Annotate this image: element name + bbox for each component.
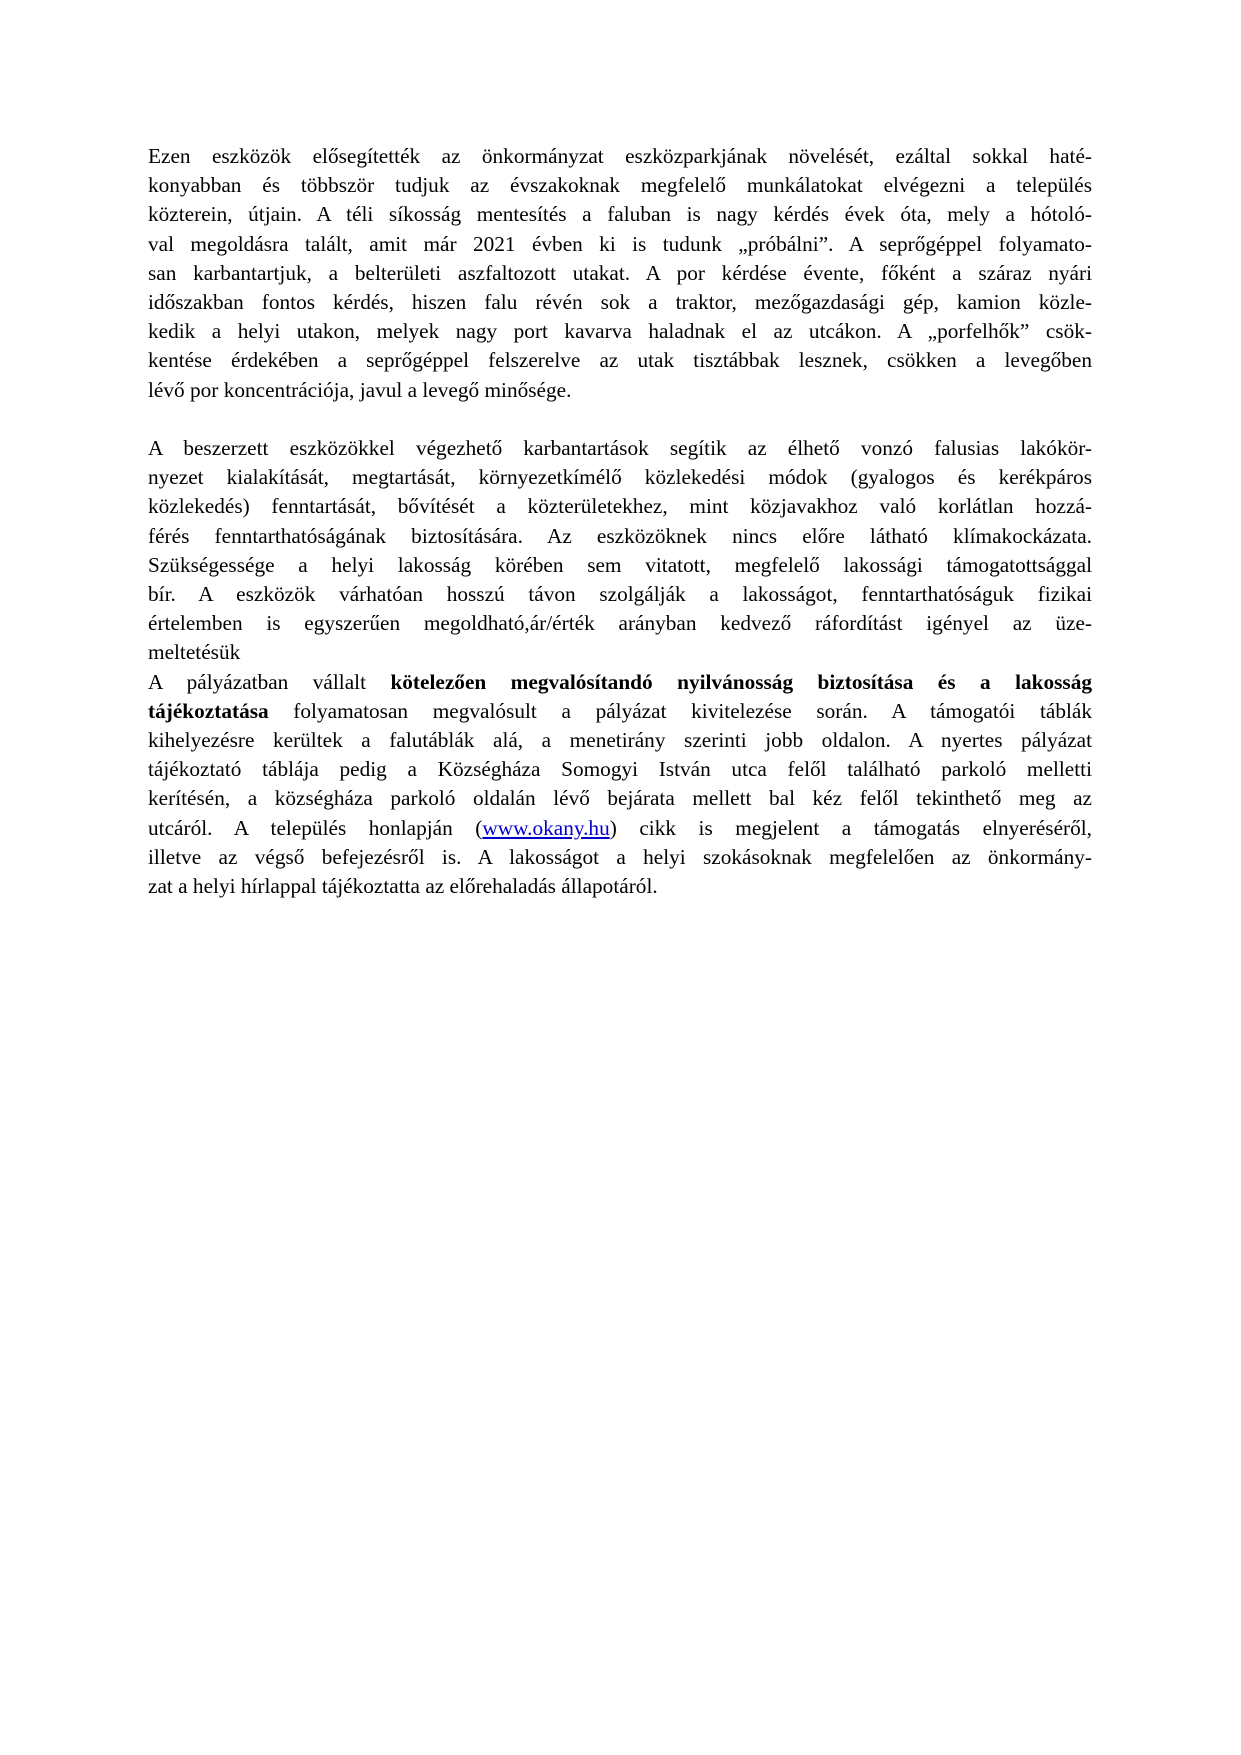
text-line <box>148 697 1092 726</box>
text-line: Szükségessége a helyi lakosság körében sem vitatott, megfelelő lakossági támogatottsággal <box>148 552 1092 577</box>
text-line: férés fenntarthatóságának biztosítására. Az eszközöknek nincs előre látható klímakockázata. <box>148 523 1092 548</box>
text-line: kentése érdekében a seprőgéppel felszerelve az utak tisztábbak lesznek, csökken a levegőben <box>148 348 1092 373</box>
text-line: értelemben is egyszerűen megoldható,ár/érték arányban kedvező ráfordítást igényel az üze- <box>148 611 1092 636</box>
text-span: folyamatosan megvalósult a pályázat kivitelezése során. A támogatói táblák <box>268 698 1092 723</box>
text-line: Ezen eszközök elősegítették az önkormányzat eszközparkjának növelését, ezáltal sokkal haté- <box>148 144 1092 168</box>
text-line: közlekedés) fenntartását, bővítését a közterületekhez, mint közjavakhoz való korlátlan hozzá- <box>148 494 1092 519</box>
text-span: utcáról. A település honlapján ( <box>148 815 483 840</box>
text-line: konyabban és többször tudjuk az évszakoknak megfelelő munkálatokat elvégezni a település <box>148 173 1092 198</box>
paragraph-publicity <box>148 668 1092 902</box>
text-line <box>148 814 1092 843</box>
text-line: nyezet kialakítását, megtartását, környezetkímélő közlekedési módok (gyalogos és kerékpáros <box>148 465 1092 490</box>
text-line: időszakban fontos kérdés, hiszen falu révén sok a traktor, mezőgazdasági gép, kamion közle- <box>148 290 1092 315</box>
text-line: A beszerzett eszközökkel végezhető karbantartások segítik az élhető vonzó falusias lakókör- <box>148 436 1092 461</box>
text-line: tájékoztató táblája pedig a Községháza Somogyi István utca felől található parkoló melletti <box>148 757 1092 782</box>
paragraph-equipment-benefits <box>148 142 1092 405</box>
bold-text: kötelezően megvalósítandó nyilvánosság biztosítása és a lakosság <box>390 669 1092 694</box>
paragraph-maintenance <box>148 434 1092 668</box>
text-line: san karbantartjuk, a belterületi aszfaltozott utakat. A por kérdése évente, főként a száraz nyári <box>148 260 1092 285</box>
text-line: kedik a helyi utakon, melyek nagy port kavarva haladnak el az utcákon. A „porfelhők” csök- <box>148 319 1092 344</box>
bold-text: tájékoztatása <box>148 698 269 723</box>
website-link[interactable]: www.okany.hu <box>482 815 610 840</box>
text-line: kerítésén, a községháza parkoló oldalán lévő bejárata mellett bal kéz felől tekinthető meg az <box>148 786 1092 811</box>
text-line: lévő por koncentrációja, javul a levegő minősége. <box>148 377 572 402</box>
text-line: meltetésük <box>148 640 241 665</box>
document-page <box>148 142 1092 901</box>
text-line: közterein, útjain. A téli síkosság mentesítés a faluban is nagy kérdés évek óta, mely a hótoló- <box>148 202 1092 227</box>
text-line: val megoldásra talált, amit már 2021 évben ki is tudunk „próbálni”. A seprőgéppel folyamato- <box>148 231 1092 256</box>
text-line: bír. A eszközök várhatóan hosszú távon szolgálják a lakosságot, fenntarthatóságuk fizikai <box>148 582 1092 607</box>
paragraph-gap <box>148 405 1092 434</box>
text-line: kihelyezésre kerültek a falutáblák alá, a menetirány szerinti jobb oldalon. A nyertes pályázat <box>148 728 1092 753</box>
text-line <box>148 668 1092 697</box>
text-line: illetve az végső befejezésről is. A lakosságot a helyi szokásoknak megfelelően az önkormány- <box>148 844 1092 869</box>
intro-text: A pályázatban vállalt <box>148 669 391 694</box>
text-span: ) cikk is megjelent a támogatás elnyeréséről, <box>609 815 1093 840</box>
text-line: zat a helyi hírlappal tájékoztatta az előrehaladás állapotáról. <box>148 874 658 899</box>
